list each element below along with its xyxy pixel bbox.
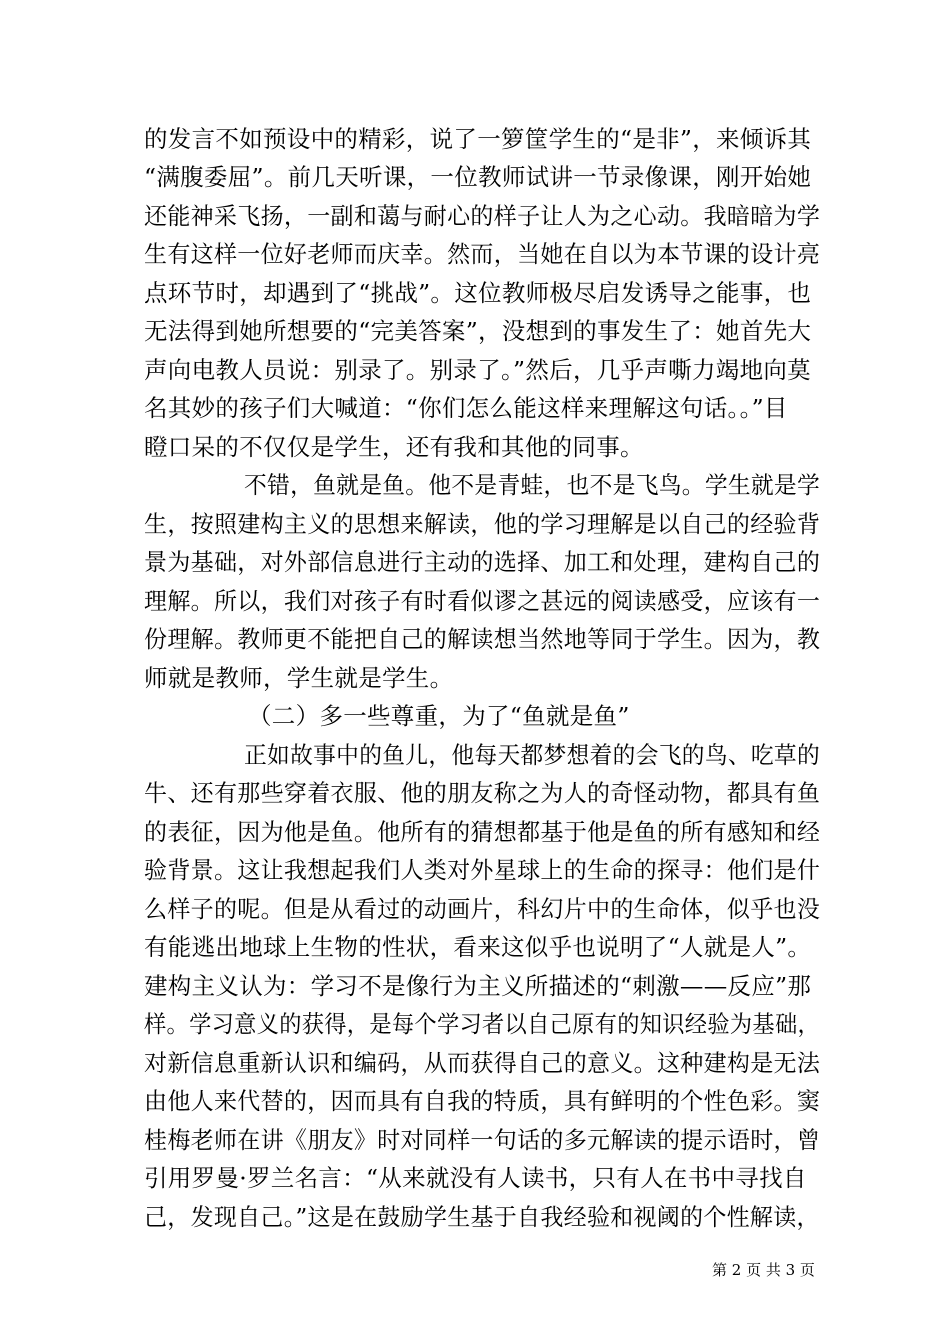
body-text-line: 生有这样一位好老师而庆幸。然而，当她在自以为本节课的设计亮 <box>144 240 821 268</box>
body-text-line: 由他人来代替的，因而具有自我的特质，具有鲜明的个性色彩。窦 <box>144 1087 821 1115</box>
body-text-line: 己，发现自己。”这是在鼓励学生基于自我经验和视阈的个性解读， <box>144 1203 820 1231</box>
body-text-line: 样。学习意义的获得，是每个学习者以自己原有的知识经验为基础， <box>144 1010 821 1038</box>
body-text-line: 景为基础，对外部信息进行主动的选择、加工和处理，建构自己的 <box>144 548 821 576</box>
body-text-line: 师就是教师，学生就是学生。 <box>144 664 454 692</box>
body-text-line: 瞪口呆的不仅仅是学生，还有我和其他的同事。 <box>144 433 644 461</box>
body-text-line: 验背景。这让我想起我们人类对外星球上的生命的探寻：他们是什 <box>144 856 821 884</box>
section-heading: （二）多一些尊重，为了“鱼就是鱼” <box>248 702 630 730</box>
body-text-line: “满腹委屈”。前几天听课，一位教师试讲一节录像课，刚开始她 <box>144 163 812 191</box>
body-text-line: 份理解。教师更不能把自己的解读想当然地等同于学生。因为，教 <box>144 625 821 653</box>
body-text-line: 的表征，因为他是鱼。他所有的猜想都基于他是鱼的所有感知和经 <box>144 818 821 846</box>
body-text-line: 生，按照建构主义的思想来解读，他的学习理解是以自己的经验背 <box>144 510 821 538</box>
body-text-line: 建构主义认为：学习不是像行为主义所描述的“刺激——反应”那 <box>144 972 812 1000</box>
body-text-line: 点环节时，却遇到了“挑战”。这位教师极尽启发诱导之能事，也 <box>144 279 812 307</box>
page-number-footer: 第 2 页 共 3 页 <box>712 1261 815 1279</box>
body-text-line: 对新信息重新认识和编码，从而获得自己的意义。这种建构是无法 <box>144 1049 821 1077</box>
body-text-line: 引用罗曼·罗兰名言：“从来就没有人读书，只有人在书中寻找自 <box>144 1164 807 1192</box>
body-text-line: 有能逃出地球上生物的性状，看来这似乎也说明了“人就是人”。 <box>144 933 812 961</box>
body-text-line: 名其妙的孩子们大喊道：“你们怎么能这样来理解这句话。。”目 <box>144 394 788 422</box>
body-text-line: 牛、还有那些穿着衣服、他的朋友称之为人的奇怪动物，都具有鱼 <box>144 779 821 807</box>
body-text-line: 的发言不如预设中的精彩，说了一箩筐学生的“是非”，来倾诉其 <box>144 125 812 153</box>
body-text-line: 理解。所以，我们对孩子有时看似谬之甚远的阅读感受，应该有一 <box>144 587 821 615</box>
paragraph-first-line: 不错，鱼就是鱼。他不是青蛙，也不是飞鸟。学生就是学 <box>244 471 821 499</box>
paragraph-first-line: 正如故事中的鱼儿，他每天都梦想着的会飞的鸟、吃草的 <box>244 741 821 769</box>
body-text-line: 无法得到她所想要的“完美答案”，没想到的事发生了：她首先大 <box>144 317 812 345</box>
body-text-line: 声向电教人员说：别录了。别录了。”然后，几乎声嘶力竭地向莫 <box>144 356 811 384</box>
body-text-line: 还能神采飞扬，一副和蔼与耐心的样子让人为之心动。我暗暗为学 <box>144 202 821 230</box>
body-text-line: 么样子的呢。但是从看过的动画片，科幻片中的生命体，似乎也没 <box>144 895 821 923</box>
body-text-line: 桂梅老师在讲《朋友》时对同样一句话的多元解读的提示语时，曾 <box>144 1126 821 1154</box>
